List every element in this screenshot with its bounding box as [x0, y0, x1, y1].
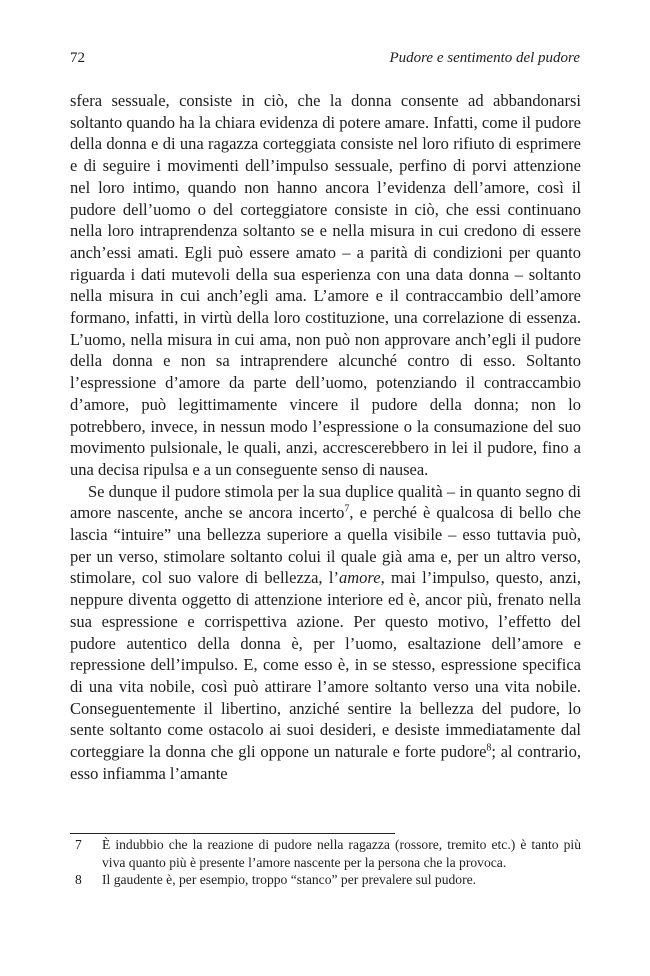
paragraph-2-text-d: ; al contrario, esso infiamma l’amante	[70, 742, 582, 783]
paragraph-2	[70, 481, 581, 785]
page-number: 72	[70, 50, 85, 66]
footnote-rule	[70, 833, 395, 834]
footnote-number: 8	[75, 872, 82, 887]
body-text	[70, 90, 581, 785]
italic-word-amore: amore	[339, 568, 381, 588]
paragraph-2-text-c: , mai l’impulso, questo, anzi, neppure diventa oggetto di attenzione interiore ed è, ancor più, frenato nella sua espressione e corrispettiva azione. Per questo motivo, l’effetto del pudore autentico della donna è, per l’uomo, esaltazione dell’amore e repressione dell’impulso. E, come esso è, in se stesso, espressione specifica di una vita nobile, così può attirare l’amore soltanto verso una vita nobile. Conseguentemente il libertino, anziché sentire la bellezza del pudore, lo sente soltanto come ostacolo ai suoi desideri, e desiste immediatamente dal corteggiare la donna che gli oppone un naturale e forte pudore	[70, 568, 582, 762]
running-title: Pudore e sentimento del pudore	[389, 50, 580, 66]
footnotes	[70, 836, 581, 889]
footnote-ref-7[interactable]: 7	[344, 503, 350, 515]
paragraph-2-text-a: Se dunque il pudore stimola per la sua duplice qualità – in quanto segno di amore nascente, anche se ancora incerto	[70, 481, 581, 523]
footnote-text: È indubbio che la reazione di pudore nella ragazza (rossore, tremito etc.) è tanto più viva quanto più è presente l’amore nascente per la persona che la provoca.	[102, 837, 581, 870]
footnote-7	[70, 836, 581, 871]
footnote-text: Il gaudente è, per esempio, troppo “stanco” per prevalere sul pudore.	[102, 872, 477, 887]
paragraph-1: sfera sessuale, consiste in ciò, che la donna consente ad abbandonarsi soltanto quando ha la chiara evidenza di potere amare. Infatti, come il pudore della donna e di una ragazza corteggiata consiste nel loro rifiuto di esprimere e di seguire i movimenti dell’impulso sessuale, perfino di porvi attenzione nel loro intimo, quando non hanno ancora l’evidenza dell’amore, così il pudore dell’uomo o del corteggiatore consiste in ciò, che essi continuano nella loro intraprendenza soltanto se e nella misura in cui credono di essere anch’essi amati. Egli può essere amato – a parità di condizioni per quanto riguarda i dati mutevoli della sua esperienza con una data donna – soltanto nella misura in cui anch’egli ama. L’amore e il contraccambio dell’amore formano, infatti, in virtù della loro costituzione, una correlazione di essenza. L’uomo, nella misura in cui ama, non può non approvare anch’egli il pudore della donna e non sa intraprendere alcunché contro di esso. Soltanto l’espressione d’amore da parte dell’uomo, potenziando il contraccambio d’amore, può legittimamente vincere il pudore della donna; non lo potrebbero, invece, in nessun modo l’espressione o la consumazione del suo movimento pulsionale, le quali, anzi, accrescerebbero in lei il pudore, fino a una decisa ripulsa e a un conseguente senso di nausea.	[70, 91, 581, 479]
footnote-ref-8[interactable]: 8	[486, 742, 492, 754]
paragraph-2-text-b: , e perché è qualcosa di bello che lascia “intuire” una bellezza superiore a quella visibile – esso tuttavia può, per un verso, stimolare soltanto colui il quale già ama e, per un altro verso, stimolare, col suo valore di bellezza, l’	[70, 503, 581, 588]
footnote-8	[70, 871, 581, 889]
footnote-number: 7	[75, 837, 82, 852]
